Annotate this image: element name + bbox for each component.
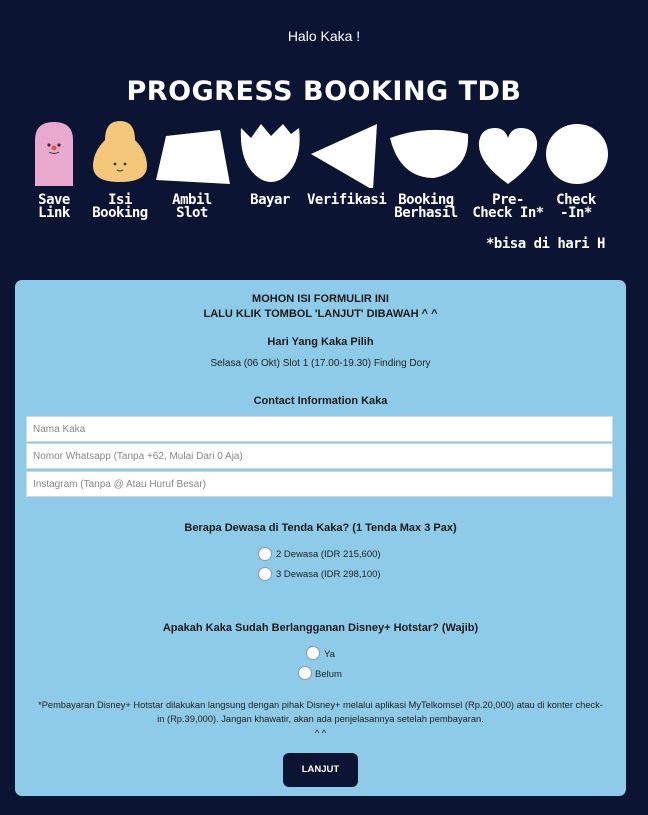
- day-heading: Hari Yang Kaka Pilih: [267, 336, 374, 348]
- yellow-character-icon: [87, 118, 153, 188]
- step-label: Booking Berhasil: [394, 192, 458, 221]
- step-check-in: [538, 118, 614, 220]
- form-intro-line1: MOHON ISI FORMULIR INI: [252, 293, 389, 305]
- step-label: Verifikasi: [307, 192, 387, 208]
- tulip-shape-icon: [235, 118, 305, 188]
- step-save-link: [16, 118, 92, 220]
- adults-option-label: 2 Dewasa (IDR 215,600): [276, 549, 381, 560]
- adults-question: Berapa Dewasa di Tenda Kaka? (1 Tenda Max 3 Pax): [184, 522, 457, 534]
- circle-shape-icon: [541, 118, 611, 188]
- adults-radio-3[interactable]: [258, 567, 272, 581]
- step-bayar: [232, 118, 308, 207]
- step-label: Isi Booking: [92, 192, 148, 221]
- page-title: PROGRESS BOOKING TDB: [126, 76, 522, 107]
- step-verifikasi: [307, 118, 387, 208]
- triangle-shape-icon: [307, 118, 383, 188]
- greeting-text: Halo Kaka !: [287, 28, 361, 44]
- step-ambil-slot: [154, 118, 230, 220]
- step-label: Bayar: [250, 192, 290, 208]
- form-intro-line2: LALU KLIK TOMBOL 'LANJUT' DIBAWAH ^ ^: [203, 308, 438, 320]
- instagram-input[interactable]: Instagram (Tanpa @ Atau Huruf Besar): [26, 471, 613, 497]
- step-isi-booking: [82, 118, 158, 220]
- disney-radio-ya[interactable]: [306, 646, 320, 660]
- step-pre-check-in: [470, 118, 546, 220]
- disney-option-label: Belum: [315, 669, 342, 680]
- contact-heading: Contact Information Kaka: [253, 395, 388, 407]
- step-label: Check -In*: [556, 192, 596, 221]
- half-circle-shape-icon: [388, 118, 472, 188]
- adults-option-label: 3 Dewasa (IDR 298,100): [276, 569, 381, 580]
- whatsapp-input[interactable]: Nomor Whatsapp (Tanpa +62, Mulai Dari 0 Aja): [26, 443, 613, 469]
- adults-radio-2[interactable]: [258, 547, 272, 561]
- disney-radio-belum[interactable]: [298, 666, 312, 680]
- step-booking-berhasil: [388, 118, 464, 220]
- lanjut-button[interactable]: LANJUT: [283, 753, 358, 787]
- step-label: Pre- Check In*: [472, 192, 544, 221]
- disney-question: Apakah Kaka Sudah Berlangganan Disney+ Hotstar? (Wajib): [162, 622, 479, 634]
- name-input[interactable]: Nama Kaka: [26, 416, 613, 442]
- trapezoid-shape-icon: [154, 118, 234, 188]
- disney-option-label: Ya: [324, 649, 335, 660]
- booking-form-card: [15, 280, 626, 796]
- heart-shape-icon: [473, 118, 543, 188]
- step-label: Ambil Slot: [172, 192, 212, 221]
- check-in-note: *bisa di hari H: [486, 236, 605, 252]
- step-label: Save Link: [38, 192, 70, 221]
- disney-footnote: *Pembayaran Disney+ Hotstar dilakukan langsung dengan pihak Disney+ melalui aplikasi MyTelkomsel (Rp.20,000) atau di konter check-in (Rp.39,000). Jangan khawatir, akan ada penjelasannya setelah pembayaran. ^ ^: [38, 700, 603, 738]
- pink-character-icon: [29, 118, 79, 188]
- day-value: Selasa (06 Okt) Slot 1 (17.00-19.30) Finding Dory: [210, 358, 431, 369]
